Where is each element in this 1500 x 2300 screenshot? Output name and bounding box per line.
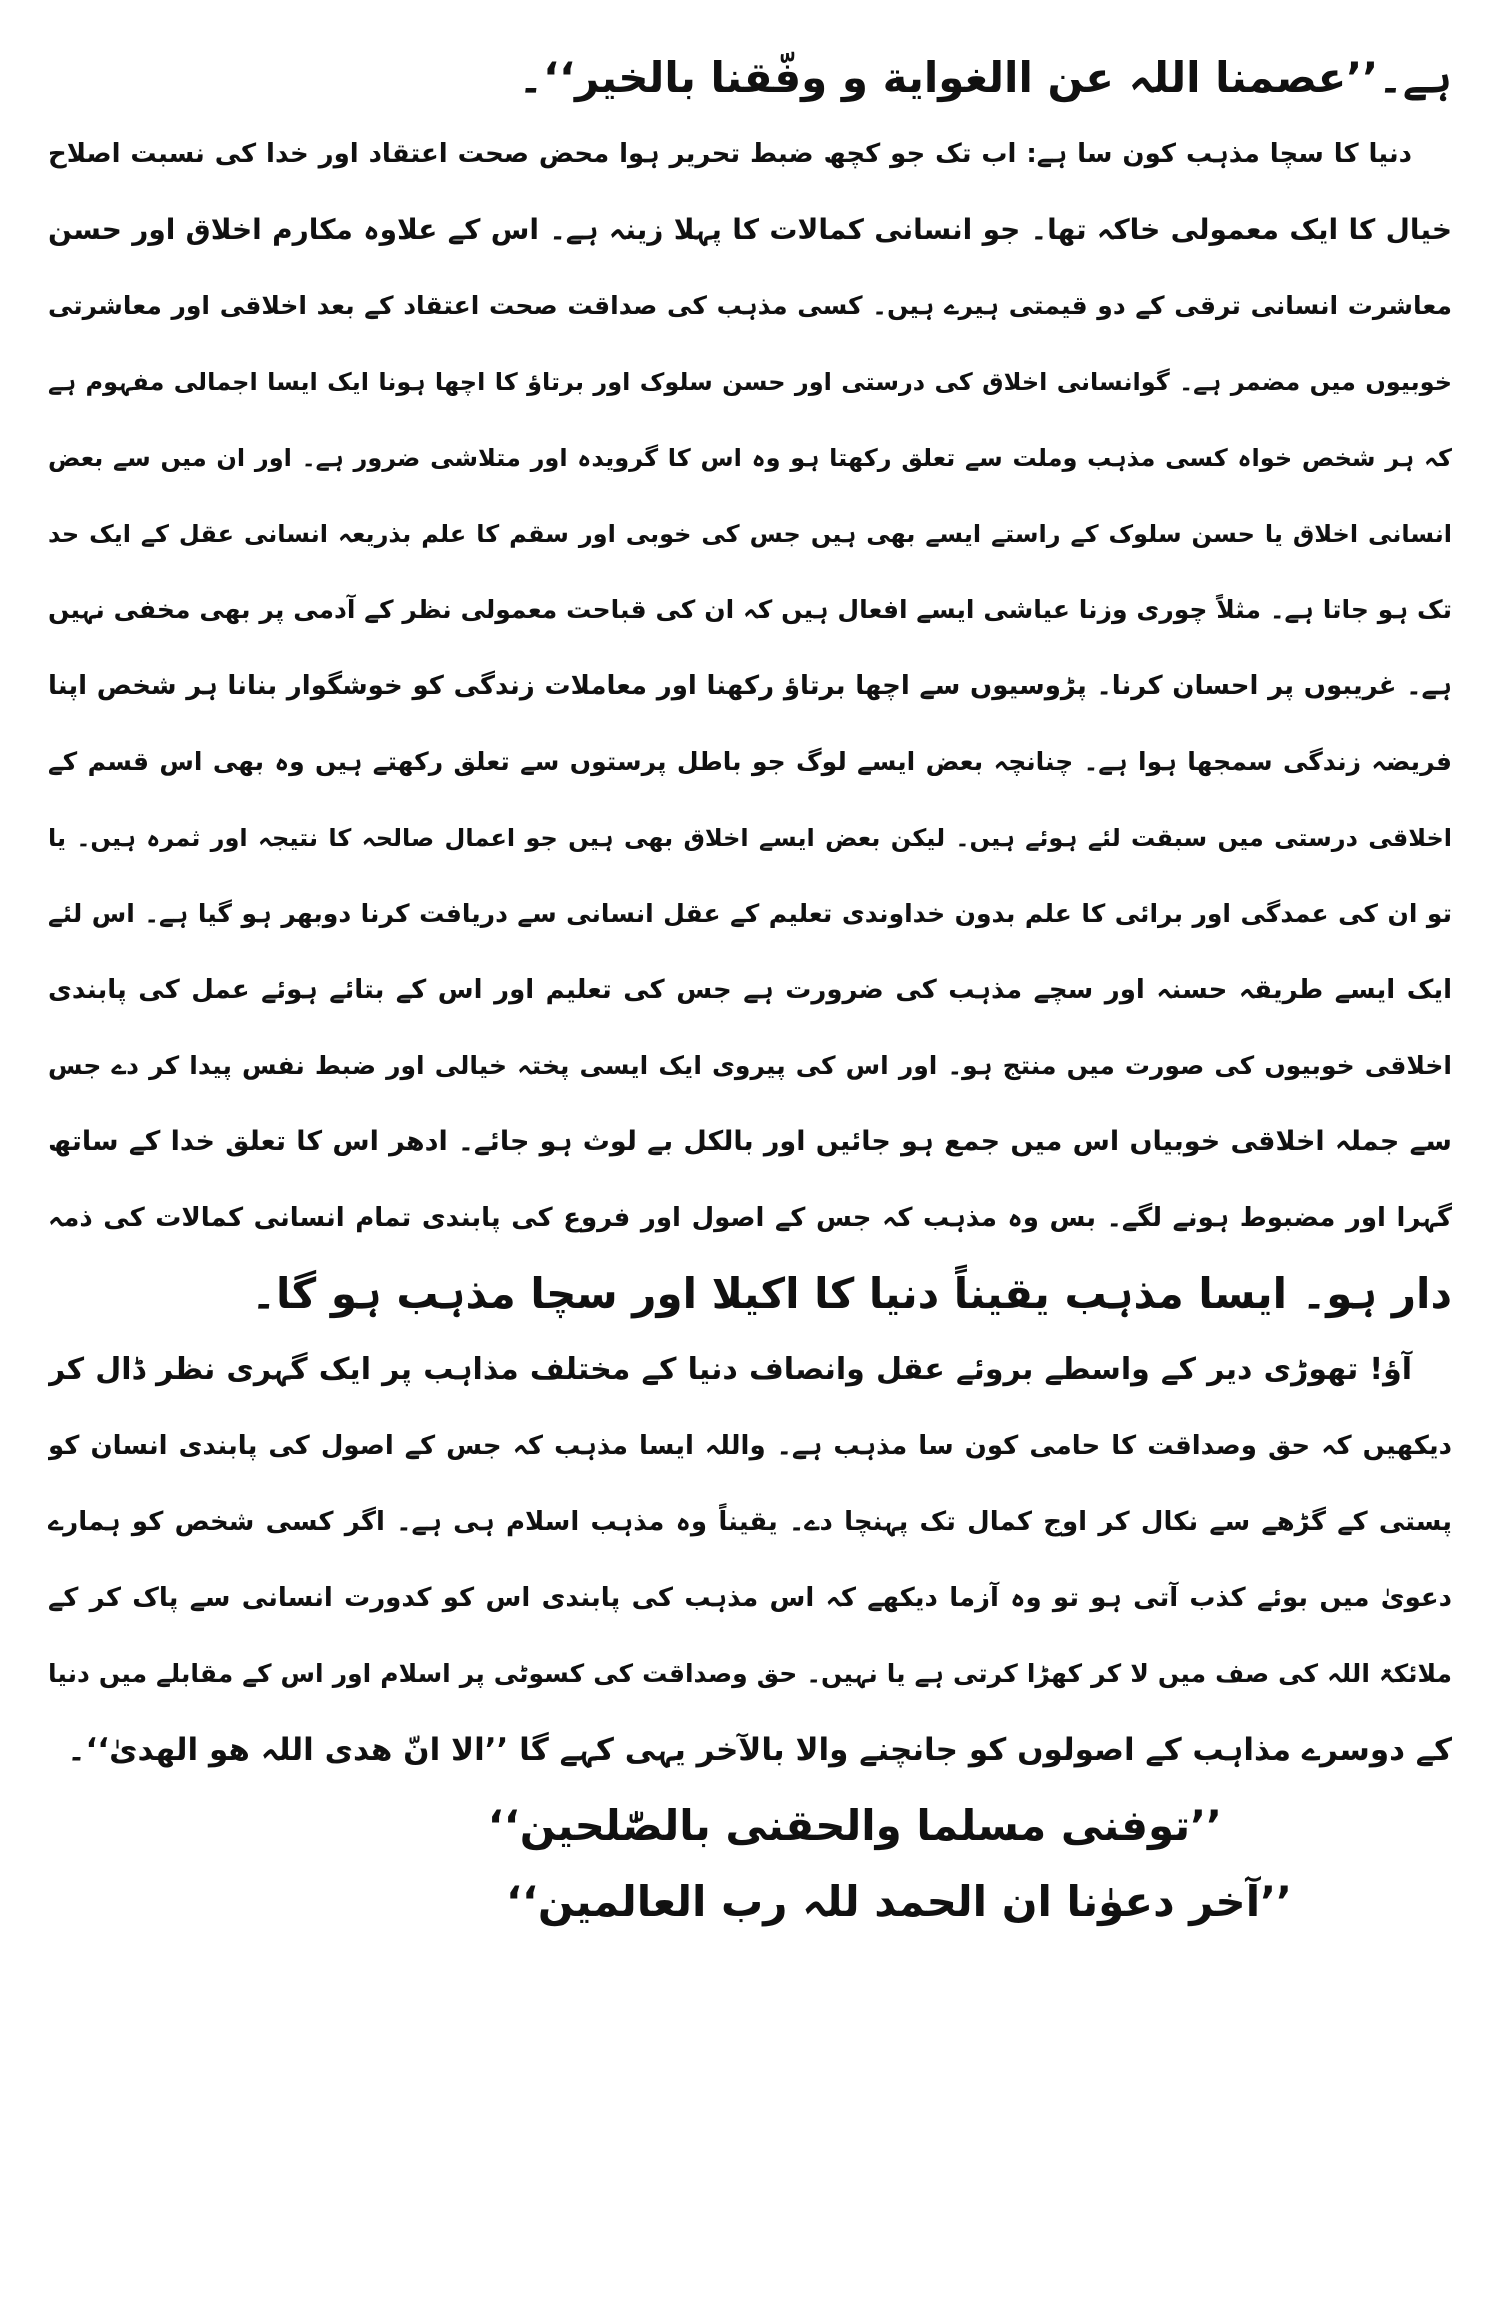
closing-prayer: ’’آخر دعوٰنا ان الحمد للہ رب العالمین‘‘ [506,1877,1292,1926]
body-text [48,40,1452,1940]
text-line: دنیا کا سچا مذہب کون سا ہے: اب تک جو کچھ ضبط تحریر ہوا محض صحت اعتقاد اور خدا کی نسبت اصلاح [48,139,1412,169]
text-line: دعویٰ میں بوئے کذب آتی ہو تو وہ آزما دیکھے کہ اس مذہب کی پابندی اس کو کدورت انسانی سے پاک کر کے [48,1583,1452,1613]
text-line: آؤ! تھوڑی دیر کے واسطے بروئے عقل وانصاف دنیا کے مختلف مذاہب پر ایک گہری نظر ڈال کر [48,1352,1412,1387]
text-line: فریضہ زندگی سمجھا ہوا ہے۔ چنانچہ بعض ایسے لوگ جو باطل پرستوں سے تعلق رکھتے ہیں وہ بھی اس قسم کے [48,747,1452,776]
text-line: تک ہو جاتا ہے۔ مثلاً چوری وزنا عیاشی ایسے افعال ہیں کہ ان کی قباحت معمولی نظر کے آدمی پر بھی مخفی نہیں [48,595,1452,624]
text-line: سے جملہ اخلاقی خوبیاں اس میں جمع ہو جائیں اور بالکل بے لوث ہو جائے۔ ادھر اس کا تعلق خدا کے ساتھ [48,1126,1452,1157]
text-line: ہے۔ غریبوں پر احسان کرنا۔ پڑوسیوں سے اچھا برتاؤ رکھنا اور معاملات زندگی کو خوشگوار بنانا ہر شخص اپنا [48,671,1452,701]
text-line: معاشرت انسانی ترقی کے دو قیمتی ہیرے ہیں۔ کسی مذہب کی صداقت صحت اعتقاد کے بعد اخلاقی اور معاشرتی [48,291,1452,320]
text-line: ہے۔’’عصمنا اللہ عن االغوایة و وفّقنا بالخیر‘‘۔ [518,53,1452,102]
text-line: دیکھیں کہ حق وصداقت کا حامی کون سا مذہب ہے۔ واللہ ایسا مذہب کہ جس کے اصول کی پابندی انسان کو [48,1431,1452,1461]
text-line: اخلاقی خوبیوں کی صورت میں منتج ہو۔ اور اس کی پیروی ایک ایسی پختہ خیالی اور ضبط نفس پیدا کر دے جس [48,1051,1452,1080]
text-line: گہرا اور مضبوط ہونے لگے۔ بس وہ مذہب کہ جس کے اصول اور فروع کی پابندی تمام انسانی کمالات کی ذمہ [48,1203,1452,1233]
text-line: ملائکۃ اللہ کی صف میں لا کر کھڑا کرتی ہے یا نہیں۔ حق وصداقت کی کسوٹی پر اسلام اور اس کے مقابلے میں دنیا [48,1659,1452,1688]
text-line: کہ ہر شخص خواہ کسی مذہب وملت سے تعلق رکھتا ہو وہ اس کا گرویدہ اور متلاشی ضرور ہے۔ اور ان میں سے بعض [48,444,1452,472]
text-line: پستی کے گڑھے سے نکال کر اوج کمال تک پہنچا دے۔ یقیناً وہ مذہب اسلام ہی ہے۔ اگر کسی شخص کو ہمارے [48,1507,1452,1537]
text-line: ایک ایسے طریقہ حسنہ اور سچے مذہب کی ضرورت ہے جس کی تعلیم اور اس کے بتائے ہوئے عمل کی پابندی [48,975,1452,1005]
text-line: خیال کا ایک معمولی خاکہ تھا۔ جو انسانی کمالات کا پہلا زینہ ہے۔ اس کے علاوہ مکارم اخلاق اور حسن [48,213,1452,246]
text-line: اخلاقی درستی میں سبقت لئے ہوئے ہیں۔ لیکن بعض ایسے اخلاق بھی ہیں جو اعمال صالحہ کا نتیجہ اور ثمرہ ہیں۔ یا [48,824,1452,852]
closing-prayer: ’’توفنی مسلما والحقنی بالصّٰلحین‘‘ [487,1801,1222,1850]
text-line: کے دوسرے مذاہب کے اصولوں کو جانچنے والا بالآخر یہی کہے گا ’’الا انّ ھدی اللہ ھو الھدیٰ‘‘۔ [67,1732,1452,1768]
text-line: انسانی اخلاق یا حسن سلوک کے راستے ایسے بھی ہیں جس کی خوبی اور سقم کا علم بذریعہ انسانی عقل کے ایک حد [48,520,1452,548]
text-line: تو ان کی عمدگی اور برائی کا علم بدون خداوندی تعلیم کے عقل انسانی سے دریافت کرنا دوبھر ہو گیا ہے۔ اس لئے [48,899,1452,928]
text-line: خوبیوں میں مضمر ہے۔ گوانسانی اخلاق کی درستی اور حسن سلوک اور برتاؤ کا اچھا ہونا ایک ایسا اجمالی مفہوم ہے [48,368,1452,396]
text-line: دار ہو۔ ایسا مذہب یقیناً دنیا کا اکیلا اور سچا مذہب ہو گا۔ [251,1269,1452,1318]
